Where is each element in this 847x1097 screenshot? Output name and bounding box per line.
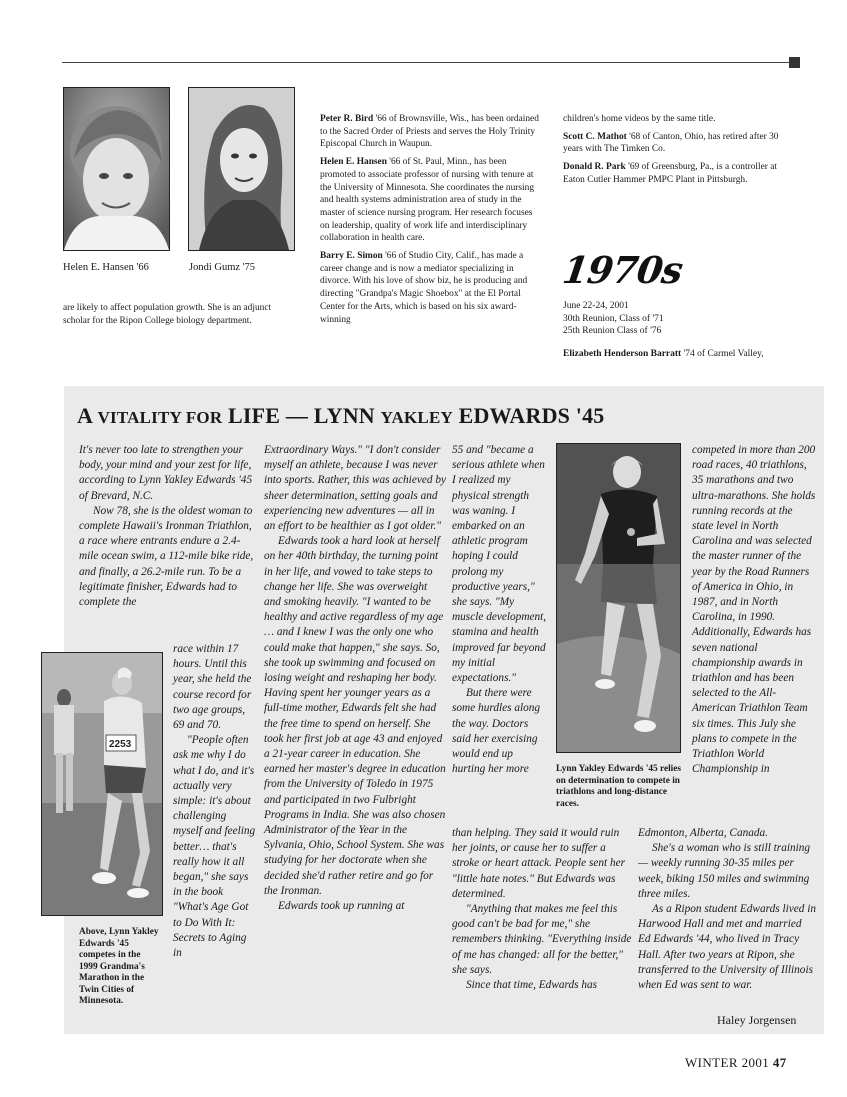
title-part3: EDWARDS '45 [458,403,605,428]
note-bird-text: '66 of Brownsville, Wis., has been ordained to the Sacred Order of Priests and serves the Holy Trinity Episcopal Church in Waupun. [320,114,539,150]
note-cont-text: children's home videos by the same title. [563,114,716,124]
note-park-name: Donald R. Park [563,162,626,173]
note-mathot [563,131,793,156]
story-col3-p4: "Anything that makes me feel this good can't be bad for me," she remembers thinking. "Everything inside of me has changed: all for the better," she says. [452,903,632,976]
top-rule [62,62,790,63]
rule-square-ornament [789,57,800,68]
note-simon-text: '66 of Studio City, Calif., has made a career change and is now a mediator specializing in divorce. With his love of show biz, he is producing and directing "Grandpa's Magic Shoebox" at the El Portal Center for the Arts, which is based on his six award-winning [320,251,528,325]
reunion-date: June 22-24, 2001 [563,301,629,311]
note-simon-name: Barry E. Simon [320,251,383,262]
story-col4-p2: Edmonton, Alberta, Canada. [638,827,769,839]
caption-marathon: Above, Lynn Yakley Edwards '45 competes in the 1999 Grandma's Marathon in the Twin Cities of Minnesota. [79,927,159,1006]
story-col4-p3: She's a woman who is still training — weekly running 30-35 miles per week, biking 150 miles and swimming three miles. [638,842,811,900]
note-simon [320,250,540,326]
story-col3-p1: 55 and "became a serious athlete when I realized my physical strength was waning. I embarked on an athletic program hoping I could prolong my productive years," she says. "My muscle development, stamina and health improved far beyond my initial expectations." [452,444,547,685]
story-col3-p5: Since that time, Edwards has [466,979,598,992]
class-notes-middle [320,113,540,331]
left-continued-text [63,302,288,332]
story-col3-top [452,443,548,777]
story-col3-p2: But there were some hurdles along the way. Doctors said her exercising would end up hurting her more [452,687,541,776]
caption-trail-runner: Lynn Yakley Edwards '45 relies on determination to compete in triathlons and long-distance races. [556,764,682,809]
title-part1: A [77,403,92,428]
note-mathot-text: '68 of Canton, Ohio, has retired after 30 years with The Timken Co. [563,131,779,155]
story-col4-p4: As a Ripon student Edwards lived in Harwood Hall and met and married Ed Edwards '44, who lived in Tracy Hall. After two years at Ripon, she transferred to the University of Illinois when Ed was sent to war. [638,903,817,992]
note-mathot-name: Scott C. Mathot [563,131,627,142]
story-col2 [264,443,446,914]
reunion-30th: 30th Reunion, Class of '71 [563,313,664,324]
note-park-text: '69 of Greensburg, Pa., is a controller at Eaton Cutler Hammer PMPC Plant in Pittsburgh. [563,162,777,185]
story-col1-p3: race within 17 hours. Until this year, she held the course record for two age groups, 69 and 70. [173,643,252,732]
story-col1-p4: "People often ask me why I do what I do, and it's actually very simple: it's about challenging myself and feeling better… that's really how it all began," she says in the book "What's Age Got to Do With It: Secrets to Aging in [173,734,256,960]
title-part2: LIFE — LYNN [228,403,375,428]
story-col3-bottom [452,826,632,993]
reunion-25th: 25th Reunion Class of '76 [563,326,662,336]
story-col1-top [79,443,255,610]
title-smallcaps1: VITALITY FOR [97,408,223,427]
note-barratt [563,348,764,361]
author-byline: Haley Jorgensen [717,1013,797,1027]
caption-jondi-gumz: Jondi Gumz '75 [189,262,256,273]
story-col4-p1: competed in more than 200 road races, 40 triathlons, 35 marathons and two ultra-marathons. She holds running records at the state level in North Carolina and was selected the master runner of the year by the Road Runners of America in Ohio, in 1987, and in North Carolina, in 1990. Additionally, Edwards has seven national championship awards in triathlon and has been selected to the All-American Triathlon Team six times. This July she plans to compete in the Triathlon World Championship in [692,444,816,776]
note-hansen [320,156,540,245]
photo-helen-hansen [63,87,170,251]
reunion-info [563,300,764,360]
story-col4-bottom [638,826,816,993]
story-col3-p3: than helping. They said it would ruin her joints, or cause her to suffer a stroke or heart attack. People sent her "little hate notes." But Edwards was determined. [452,827,626,900]
bib-number: 2253 [109,739,132,750]
title-smallcaps2: YAKLEY [380,408,453,427]
story-col2-p2: Edwards took a hard look at herself on her 40th birthday, the turning point in her life, and vowed to take steps to change her life. She was overweight and smoking heavily. "I wanted to be healthy and active regardless of my age … and I knew I was the only one who could make that happen," she says. So, she took up swimming and focused on losing weight and reshaping her body. Having spent her younger years as a full-time mother, Edwards felt she had the free time to spend on herself. She took her first job at age 43 and enjoyed a 21-year career in education. She earned her master's degree in education from the University of Toledo in 1975 and participated in two Fulbright Programs in India. She was also chosen Administrator of the Year in the Sylvania, Ohio, School System. She was studying for her doctorate when she decided she'd rather retire and go for the Ironman. [264,535,446,897]
note-hansen-name: Helen E. Hansen [320,157,387,168]
photo-jondi-gumz [188,87,295,251]
story-col1-p2: Now 78, she is the oldest woman to complete Hawaii's Ironman Triathlon, a race where entrants endure a 2.4-mile ocean swim, a 112-mile bike ride, and finally, a 26.2-mile run. To be a legitimate finisher, Edwards had to complete the [79,504,254,609]
photo-marathon-runner [41,652,163,916]
story-col4-top [692,443,816,777]
note-park [563,161,793,186]
footer-season: WINTER 2001 [685,1055,770,1070]
note-hansen-text: '66 of St. Paul, Minn., has been promoted to associate professor of nursing with tenure at the University of Minnesota. She coordinates the nursing and health systems administration area of study in the master of science nursing program. Her research focuses on leadership, quality of work life and interdisciplinary collaboration in health care. [320,157,535,244]
page-footer [685,1055,787,1071]
decade-heading: 1970s [559,248,685,292]
caption-helen-hansen: Helen E. Hansen '66 [63,262,149,273]
note-bird [320,113,540,151]
left-text-paragraph: are likely to affect population growth. She is an adjunct scholar for the Ripon College biology department. [63,303,272,326]
feature-title [77,403,605,429]
story-col2-p1: Extraordinary Ways." "I don't consider myself an athlete, because I was never into sports. Rather, this was achieved by sheer determination, setting goals and experiencing new adventures — all in an effort to be healthier as I got older." [264,444,446,533]
class-notes-right [563,113,793,192]
note-barratt-name: Elizabeth Henderson Barratt [563,348,682,359]
note-bird-name: Peter R. Bird [320,114,374,124]
photo-trail-runner [556,443,681,753]
story-col1-p1: It's never too late to strengthen your body, your mind and your zest for life, according to Lynn Yakley Edwards '45 of Brevard, N.C. [79,444,253,502]
page-number: 47 [772,1055,787,1070]
note-barratt-text: '74 of Carmel Valley, [681,348,764,359]
story-col1-bottom [173,642,257,961]
story-col2-p3: Edwards took up running at [278,900,405,913]
